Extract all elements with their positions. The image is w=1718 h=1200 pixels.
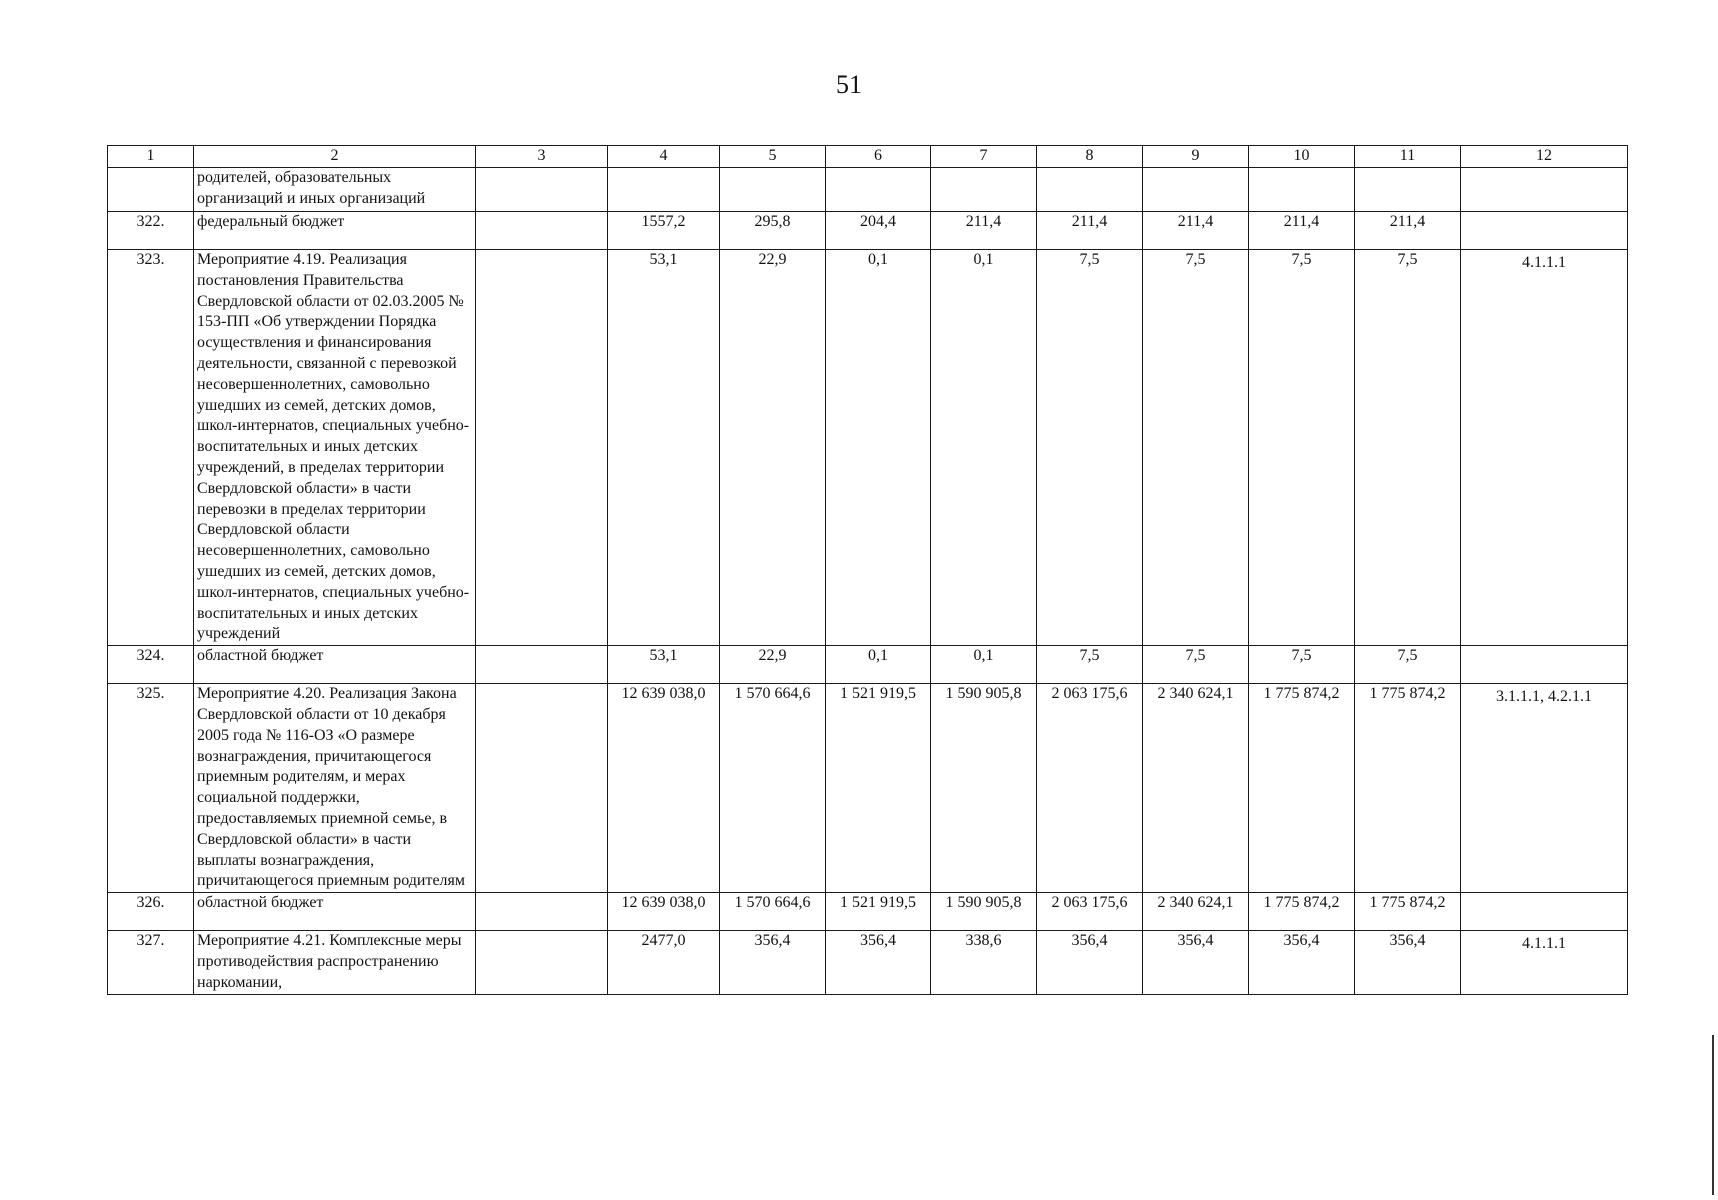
value-cell: 1 590 905,8: [931, 893, 1037, 931]
row-col3: [476, 250, 608, 646]
value-cell: [1355, 168, 1461, 212]
row-number: 323.: [108, 250, 194, 646]
header-cell: 8: [1037, 146, 1143, 168]
value-cell: [1037, 168, 1143, 212]
value-cell: [1249, 168, 1355, 212]
value-cell: 1 775 874,2: [1355, 684, 1461, 893]
header-cell: 3: [476, 146, 608, 168]
value-cell: [608, 168, 720, 212]
header-cell: 7: [931, 146, 1037, 168]
value-cell: 204,4: [826, 212, 931, 250]
row-name: областной бюджет: [194, 646, 476, 684]
table-row: [108, 250, 1628, 646]
value-cell: 356,4: [826, 931, 931, 994]
value-cell: 22,9: [720, 646, 826, 684]
target-cell: [1461, 212, 1628, 250]
header-cell: 12: [1461, 146, 1628, 168]
row-name: Мероприятие 4.19. Реализация постановления Правительства Свердловской области от 02.03.2005 № 153-ПП «Об утверждении Порядка осуществления и финансирования деятельности, связанной с перевозкой несовершеннолетних, самовольно ушедших из семей, детских домов, школ-интернатов, специальных учебно-воспитательных и иных детских учреждений, в пределах территории Свердловской области» в части перевозки в пределах территории Свердловской области несовершеннолетних, самовольно ушедших из семей, детских домов, школ-интернатов, специальных учебно-воспитательных и иных детских учреждений: [194, 250, 476, 646]
header-cell: 6: [826, 146, 931, 168]
value-cell: 211,4: [931, 212, 1037, 250]
page-edge-rule: [1712, 1035, 1714, 1195]
row-name: федеральный бюджет: [194, 212, 476, 250]
value-cell: 1 775 874,2: [1249, 893, 1355, 931]
row-number: 322.: [108, 212, 194, 250]
value-cell: 22,9: [720, 250, 826, 646]
value-cell: 1 775 874,2: [1249, 684, 1355, 893]
value-cell: 0,1: [826, 250, 931, 646]
target-cell: [1461, 646, 1628, 684]
value-cell: 53,1: [608, 646, 720, 684]
value-cell: 356,4: [1037, 931, 1143, 994]
header-cell: 11: [1355, 146, 1461, 168]
value-cell: 338,6: [931, 931, 1037, 994]
page-number: 51: [836, 70, 862, 99]
value-cell: 1 570 664,6: [720, 684, 826, 893]
row-col3: [476, 931, 608, 994]
value-cell: 295,8: [720, 212, 826, 250]
value-cell: 1 590 905,8: [931, 684, 1037, 893]
row-number: 326.: [108, 893, 194, 931]
value-cell: 7,5: [1249, 250, 1355, 646]
value-cell: 1 521 919,5: [826, 893, 931, 931]
value-cell: 0,1: [826, 646, 931, 684]
table-row: [108, 893, 1628, 931]
value-cell: 211,4: [1143, 212, 1249, 250]
value-cell: 7,5: [1037, 646, 1143, 684]
header-cell: 2: [194, 146, 476, 168]
value-cell: 7,5: [1037, 250, 1143, 646]
value-cell: 2 063 175,6: [1037, 893, 1143, 931]
value-cell: 2 340 624,1: [1143, 684, 1249, 893]
value-cell: 356,4: [1249, 931, 1355, 994]
value-cell: 12 639 038,0: [608, 893, 720, 931]
value-cell: [1143, 168, 1249, 212]
value-cell: 7,5: [1355, 646, 1461, 684]
value-cell: 211,4: [1355, 212, 1461, 250]
value-cell: 53,1: [608, 250, 720, 646]
header-cell: 1: [108, 146, 194, 168]
value-cell: 211,4: [1037, 212, 1143, 250]
row-number: 327.: [108, 931, 194, 994]
table-row: [108, 168, 1628, 212]
table-row: [108, 212, 1628, 250]
row-number: 325.: [108, 684, 194, 893]
table-row: [108, 684, 1628, 893]
row-col3: [476, 212, 608, 250]
header-cell: 4: [608, 146, 720, 168]
target-cell: 3.1.1.1, 4.2.1.1: [1461, 684, 1628, 893]
value-cell: 7,5: [1355, 250, 1461, 646]
row-name: областной бюджет: [194, 893, 476, 931]
value-cell: 1557,2: [608, 212, 720, 250]
value-cell: 0,1: [931, 250, 1037, 646]
value-cell: 1 570 664,6: [720, 893, 826, 931]
budget-table: [107, 145, 1628, 995]
value-cell: 2477,0: [608, 931, 720, 994]
table-header-row: [108, 146, 1628, 168]
value-cell: 7,5: [1249, 646, 1355, 684]
header-cell: 5: [720, 146, 826, 168]
value-cell: 211,4: [1249, 212, 1355, 250]
value-cell: 7,5: [1143, 646, 1249, 684]
row-col3: [476, 168, 608, 212]
value-cell: 12 639 038,0: [608, 684, 720, 893]
row-name: родителей, образовательных организаций и иных организаций: [194, 168, 476, 212]
value-cell: 1 775 874,2: [1355, 893, 1461, 931]
target-cell: [1461, 168, 1628, 212]
row-col3: [476, 684, 608, 893]
value-cell: [720, 168, 826, 212]
value-cell: 356,4: [1143, 931, 1249, 994]
row-number: [108, 168, 194, 212]
target-cell: [1461, 893, 1628, 931]
table-row: [108, 646, 1628, 684]
value-cell: 1 521 919,5: [826, 684, 931, 893]
table-row: [108, 931, 1628, 994]
header-cell: 10: [1249, 146, 1355, 168]
row-col3: [476, 646, 608, 684]
row-col3: [476, 893, 608, 931]
value-cell: 356,4: [720, 931, 826, 994]
value-cell: 0,1: [931, 646, 1037, 684]
row-name: Мероприятие 4.21. Комплексные меры противодействия распространению наркомании,: [194, 931, 476, 994]
value-cell: 2 063 175,6: [1037, 684, 1143, 893]
row-number: 324.: [108, 646, 194, 684]
value-cell: 2 340 624,1: [1143, 893, 1249, 931]
value-cell: [931, 168, 1037, 212]
target-cell: 4.1.1.1: [1461, 931, 1628, 994]
row-name: Мероприятие 4.20. Реализация Закона Свердловской области от 10 декабря 2005 года № 116-ОЗ «О размере вознаграждения, причитающегося приемным родителям, и мерах социальной поддержки, предоставляемых приемной семье, в Свердловской области» в части выплаты вознаграждения, причитающегося приемным родителям: [194, 684, 476, 893]
value-cell: [826, 168, 931, 212]
header-cell: 9: [1143, 146, 1249, 168]
value-cell: 356,4: [1355, 931, 1461, 994]
value-cell: 7,5: [1143, 250, 1249, 646]
target-cell: 4.1.1.1: [1461, 250, 1628, 646]
